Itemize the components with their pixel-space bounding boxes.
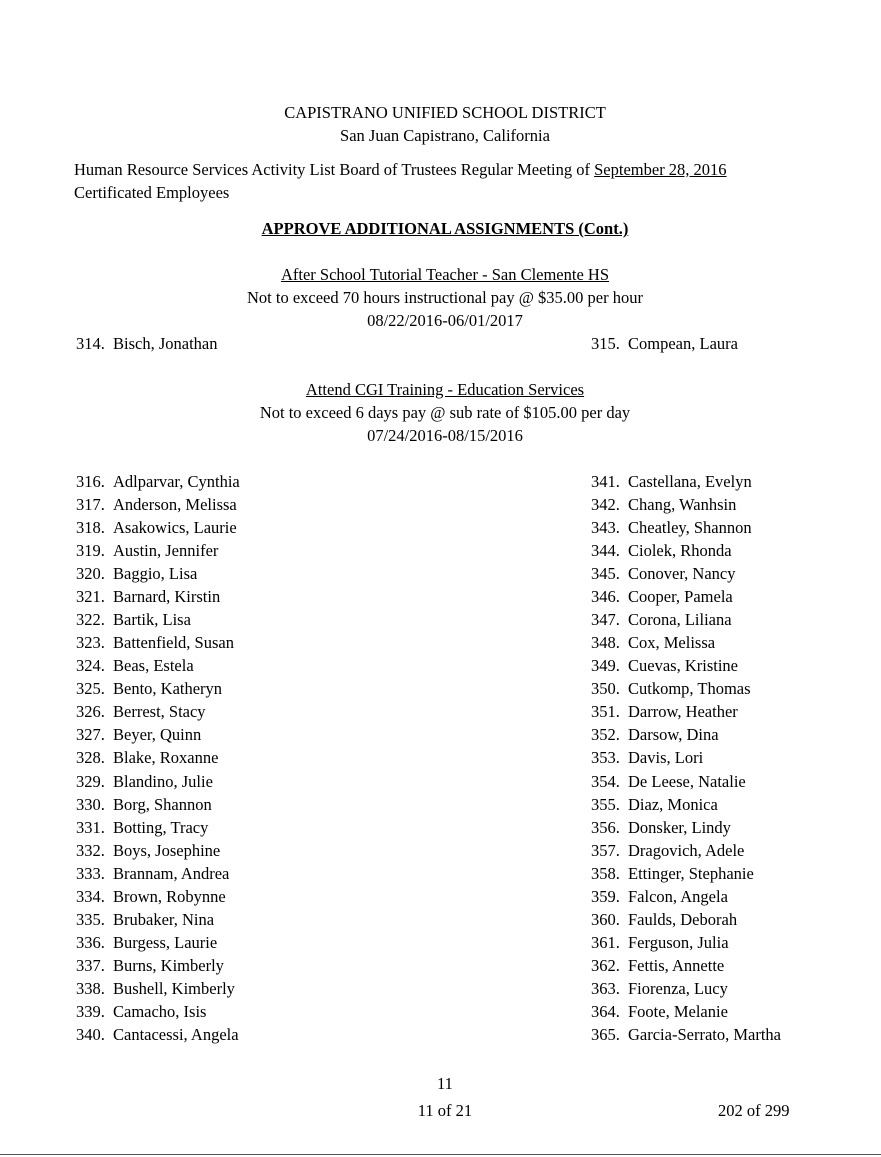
employee-list-item — [76, 910, 214, 930]
page-bottom-edge — [0, 1154, 881, 1155]
employee-name: Garcia-Serrato, Martha — [628, 1024, 782, 1044]
employee-list-item — [591, 841, 744, 861]
employee-list-item — [76, 587, 220, 607]
item-number: 357. — [591, 840, 620, 860]
employee-name: Donsker, Lindy — [628, 817, 731, 837]
section-heading: APPROVE ADDITIONAL ASSIGNMENTS (Cont.) — [261, 219, 629, 238]
employee-name: De Leese, Natalie — [628, 771, 746, 791]
item-number: 362. — [591, 955, 620, 975]
district-location: San Juan Capistrano, California — [340, 126, 550, 145]
page-of-total: 202 of 299 — [718, 1101, 790, 1120]
employee-name: Ciolek, Rhonda — [628, 541, 732, 561]
employee-name: Camacho, Isis — [113, 1001, 207, 1021]
item-number: 318. — [76, 518, 105, 538]
employee-name: Anderson, Melissa — [113, 495, 237, 515]
employee-list-item — [76, 772, 213, 792]
employee-list-item — [76, 495, 237, 515]
item-number: 358. — [591, 863, 620, 883]
employee-name: Beyer, Quinn — [113, 725, 202, 745]
item-number: 320. — [76, 564, 105, 584]
activity-list-prefix: Human Resource Services Activity List Board of Trustees Regular Meeting of — [74, 160, 595, 179]
item-number: 364. — [591, 1001, 620, 1021]
page-of-section: 11 of 21 — [417, 1101, 473, 1120]
employee-list-item — [76, 956, 224, 976]
employee-list-item — [76, 472, 240, 492]
item-number: 337. — [76, 955, 105, 975]
employee-list-item — [591, 495, 736, 515]
employee-list-item — [591, 564, 735, 584]
employee-name: Cheatley, Shannon — [628, 518, 752, 538]
employee-name: Corona, Liliana — [628, 610, 732, 630]
employee-name: Cooper, Pamela — [628, 587, 733, 607]
item-number: 319. — [76, 541, 105, 561]
employee-list-item — [591, 956, 724, 976]
employee-list-item — [591, 656, 738, 676]
employee-list-item — [591, 334, 738, 354]
employee-list-item — [76, 564, 197, 584]
employee-name: Falcon, Angela — [628, 886, 728, 906]
employee-name: Boys, Josephine — [113, 840, 221, 860]
employee-list-item — [591, 679, 751, 699]
item-number: 335. — [76, 909, 105, 929]
item-number: 314. — [76, 334, 105, 353]
employee-name: Diaz, Monica — [628, 794, 718, 814]
employee-name: Darsow, Dina — [628, 725, 719, 745]
assignment-terms: Not to exceed 6 days pay @ sub rate of $105.00 per day — [259, 403, 631, 422]
employee-name: Bartik, Lisa — [113, 610, 191, 630]
item-number: 331. — [76, 817, 105, 837]
employee-name: Burns, Kimberly — [113, 955, 224, 975]
page-number: 11 — [437, 1074, 453, 1093]
employee-name: Ettinger, Stephanie — [628, 863, 754, 883]
item-number: 360. — [591, 909, 620, 929]
employee-list-item — [76, 656, 194, 676]
item-number: 323. — [76, 633, 105, 653]
employee-name: Castellana, Evelyn — [628, 472, 752, 491]
employee-name: Borg, Shannon — [113, 794, 212, 814]
employee-list-item — [591, 1002, 728, 1022]
item-number: 328. — [76, 748, 105, 768]
item-number: 356. — [591, 817, 620, 837]
item-number: 336. — [76, 932, 105, 952]
item-number: 346. — [591, 587, 620, 607]
employee-name: Brubaker, Nina — [113, 909, 215, 929]
item-number: 350. — [591, 679, 620, 699]
employee-name: Cuevas, Kristine — [628, 656, 738, 676]
employee-list-item — [591, 748, 703, 768]
employee-name: Botting, Tracy — [113, 817, 209, 837]
employee-list-item — [76, 864, 229, 884]
employee-name: Conover, Nancy — [628, 564, 736, 584]
employee-list-item — [76, 1002, 206, 1022]
item-number: 316. — [76, 472, 105, 491]
employee-name: Dragovich, Adele — [628, 840, 745, 860]
item-number: 348. — [591, 633, 620, 653]
employee-name: Asakowics, Laurie — [113, 518, 237, 538]
item-number: 317. — [76, 495, 105, 515]
item-number: 341. — [591, 472, 620, 491]
employee-name: Berrest, Stacy — [113, 702, 206, 722]
employee-name: Austin, Jennifer — [113, 541, 219, 561]
item-number: 330. — [76, 794, 105, 814]
employee-name: Barnard, Kirstin — [113, 587, 221, 607]
assignment-title: After School Tutorial Teacher - San Clemente HS — [280, 265, 610, 284]
employee-list-item — [591, 610, 732, 630]
employee-list-item — [591, 541, 732, 561]
employee-name: Davis, Lori — [628, 748, 704, 768]
employee-list-item — [591, 1025, 781, 1045]
employee-name: Cutkomp, Thomas — [628, 679, 751, 699]
employee-list-item — [76, 841, 220, 861]
item-number: 333. — [76, 863, 105, 883]
item-number: 347. — [591, 610, 620, 630]
item-number: 355. — [591, 794, 620, 814]
employee-list-item — [591, 518, 752, 538]
item-number: 329. — [76, 771, 105, 791]
employee-list-item — [591, 795, 718, 815]
employee-list-item — [591, 979, 728, 999]
item-number: 344. — [591, 541, 620, 561]
employee-name: Blake, Roxanne — [113, 748, 219, 768]
employee-list-item — [591, 587, 733, 607]
assignment-dates: 08/22/2016-06/01/2017 — [367, 311, 523, 330]
item-number: 339. — [76, 1001, 105, 1021]
employee-name: Baggio, Lisa — [113, 564, 198, 584]
employee-name: Blandino, Julie — [113, 771, 213, 791]
employee-name: Foote, Melanie — [628, 1001, 728, 1021]
employee-list-item — [76, 541, 218, 561]
activity-list-line — [74, 160, 727, 180]
employee-list-item — [76, 679, 222, 699]
employee-name: Bushell, Kimberly — [113, 978, 235, 998]
employee-name: Brown, Robynne — [113, 886, 226, 906]
employee-name: Bisch, Jonathan — [113, 334, 218, 353]
item-number: 321. — [76, 587, 105, 607]
item-number: 332. — [76, 840, 105, 860]
item-number: 349. — [591, 656, 620, 676]
employee-list-item — [591, 887, 728, 907]
item-number: 361. — [591, 932, 620, 952]
employee-list-item — [76, 748, 218, 768]
employee-name: Adlparvar, Cynthia — [113, 472, 240, 491]
employee-name: Cantacessi, Angela — [113, 1024, 239, 1044]
employee-list-item — [76, 818, 208, 838]
employee-list-item — [76, 702, 206, 722]
employee-list-item — [591, 633, 715, 653]
employee-name: Cox, Melissa — [628, 633, 716, 653]
employee-list-item — [591, 702, 738, 722]
employee-list-item — [76, 1025, 239, 1045]
item-number: 365. — [591, 1024, 620, 1044]
employee-name: Compean, Laura — [628, 334, 738, 353]
employee-name: Chang, Wanhsin — [628, 495, 737, 515]
employee-list-item — [76, 725, 201, 745]
employee-list-item — [591, 472, 752, 492]
employee-list-item — [76, 933, 217, 953]
meeting-date: September 28, 2016 — [594, 160, 727, 179]
employee-list-item — [76, 795, 212, 815]
employee-list-item — [76, 633, 234, 653]
employee-list-item — [591, 910, 737, 930]
employee-list-item — [591, 933, 729, 953]
employee-name: Bento, Katheryn — [113, 679, 223, 699]
employee-name: Ferguson, Julia — [628, 932, 729, 952]
employee-list-item — [76, 887, 226, 907]
assignment-dates: 07/24/2016-08/15/2016 — [367, 426, 523, 445]
item-number: 353. — [591, 748, 620, 768]
employee-name: Brannam, Andrea — [113, 863, 230, 883]
item-number: 338. — [76, 978, 105, 998]
item-number: 326. — [76, 702, 105, 722]
district-title: CAPISTRANO UNIFIED SCHOOL DISTRICT — [284, 103, 606, 122]
employee-name: Fettis, Annette — [628, 955, 725, 975]
item-number: 354. — [591, 771, 620, 791]
employee-name: Battenfield, Susan — [113, 633, 234, 653]
employee-list-item — [591, 725, 719, 745]
employee-list-item — [76, 334, 218, 354]
item-number: 342. — [591, 495, 620, 515]
employee-list-item — [76, 518, 237, 538]
employee-name: Beas, Estela — [113, 656, 194, 676]
assignment-terms: Not to exceed 70 hours instructional pay @ $35.00 per hour — [247, 288, 643, 307]
item-number: 315. — [591, 334, 620, 353]
employee-list-item — [591, 864, 754, 884]
employee-list-item — [591, 772, 746, 792]
employee-name: Fiorenza, Lucy — [628, 978, 728, 998]
item-number: 322. — [76, 610, 105, 630]
assignment-title: Attend CGI Training - Education Services — [305, 380, 585, 399]
item-number: 325. — [76, 679, 105, 699]
item-number: 351. — [591, 702, 620, 722]
employee-name: Darrow, Heather — [628, 702, 738, 722]
employee-list-item — [76, 610, 191, 630]
item-number: 352. — [591, 725, 620, 745]
item-number: 327. — [76, 725, 105, 745]
employee-name: Faulds, Deborah — [628, 909, 738, 929]
item-number: 343. — [591, 518, 620, 538]
item-number: 340. — [76, 1024, 105, 1044]
item-number: 324. — [76, 656, 105, 676]
employee-list-item — [76, 979, 235, 999]
item-number: 359. — [591, 886, 620, 906]
item-number: 363. — [591, 978, 620, 998]
employee-list-item — [591, 818, 731, 838]
item-number: 334. — [76, 886, 105, 906]
item-number: 345. — [591, 564, 620, 584]
employee-name: Burgess, Laurie — [113, 932, 218, 952]
employee-type: Certificated Employees — [74, 183, 230, 202]
